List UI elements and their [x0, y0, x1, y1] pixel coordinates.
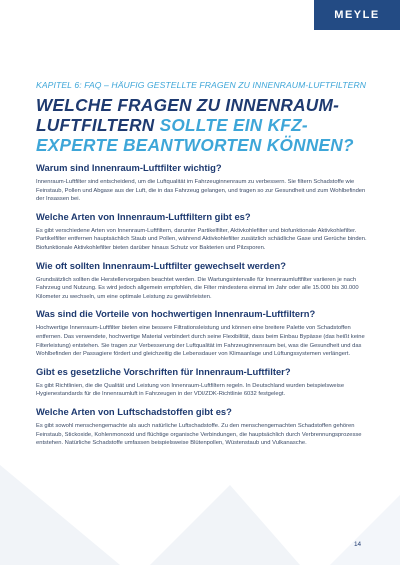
faq-item	[36, 211, 372, 253]
faq-question: Welche Arten von Luftschadstoffen gibt es?	[36, 405, 232, 417]
page-number: 14	[354, 541, 362, 548]
faq-item	[36, 366, 372, 399]
faq-answer: Hochwertige Innenraum-Luftfilter bieten eine bessere Filtrationsleistung und können eine breitere Palette von Schadstoffen entfernen. Das verwendete, hochwertige Material verbindert durch seine Flexibilität, dass beim Einbau Bypässe (das heißt keine Filterleistung) entstehen. Sie tragen zur Verbesserung der Luftqualität im Fahrzeuginnenraum bei, was die Gesundheit und das Wohlbefinden der Passagiere fördert und gleichzeitig die Lebensdauer von Klimaanlage und Lüftungssystemen verlängert.	[36, 325, 365, 358]
faq-answer: Es gibt Richtlinien, die die Qualität und Leistung von Innenraum-Luftfiltern regeln. In Deutschland wurden beispielsweise Hygienestandards für die Innenraumluft in Fahrzeugen in der VDI/ZDK-Richtlinie 6032 festgelegt.	[36, 382, 345, 398]
faq-question: Gibt es gesetzliche Vorschriften für Innenraum-Luftfilter?	[36, 365, 291, 377]
faq-answer: Es gibt sowohl menschengemachte als auch natürliche Luftschadstoffe. Zu den menschengemachten Schadstoffen gehören Feinstaub, Stickoxide, Kohlenmonoxid und flüchtige organische Verbindungen, die hauptsächlich durch Verbrennungsprozesse entstehen. Natürliche Schadstoffe umfassen beispielsweise Blütenpollen, Wüstenstaub und Vulkanasche.	[36, 422, 362, 447]
faq-answer: Es gibt verschiedene Arten von Innenraum-Luftfiltern, darunter Partikelfilter, Aktivkohlefilter und biofunktionale Aktivkohlefilter. Partikelfilter entfernen hauptsächlich Staub und Pollen, während Aktivkohlefilter zusätzlich schädliche Gase und Gerüche binden. Biofunktionale Aktivkohlefilter bieten darüber hinaus Schutz vor Bakterien und Pilzsporen.	[36, 227, 367, 251]
chapter-kicker: KAPITEL 6: FAQ – HÄUFIG GESTELLTE FRAGEN ZU INNENRAUM-LUFTFILTERN	[36, 80, 367, 90]
faq-question: Wie oft sollten Innenraum-Luftfilter gewechselt werden?	[36, 259, 286, 271]
faq-question: Welche Arten von Innenraum-Luftfiltern gibt es?	[36, 210, 251, 222]
page-content	[36, 80, 372, 448]
faq-answer: Grundsätzlich sollten die Herstellervorgaben beachtet werden. Die Wartungsintervalle für Innenraumluftfilter variieren je nach Fahrzeug und Nutzung. Es wird jedoch allgemein empfohlen, die Filter mindestens einmal im Jahr oder alle 15.000 bis 30.000 Kilometer zu wechseln, um eine optimale Leistung zu gewährleisten.	[36, 276, 359, 300]
faq-question: Warum sind Innenraum-Luftfilter wichtig?	[36, 162, 222, 173]
faq-item	[36, 162, 372, 204]
faq-question: Was sind die Vorteile von hochwertigen Innenraum-Luftfiltern?	[36, 308, 316, 320]
faq-item	[36, 308, 372, 358]
brand-logo-text: MEYLE	[334, 9, 380, 21]
brand-logo	[314, 0, 400, 30]
faq-item	[36, 406, 372, 448]
page-title-part1: WELCHE FRAGEN ZU INNENRAUM-LUFTFILTERN	[36, 95, 340, 135]
page-title	[36, 95, 372, 155]
faq-answer: Innenraum-Luftfilter sind entscheidend, um die Luftqualität im Fahrzeuginnenraum zu verbessern. Sie filtern Schadstoffe wie Feinstaub, Pollen und Abgase aus der Luft, die in das Fahrzeug gelangen, und tragen so zur Gesundheit und zum Wohlbefinden der Insassen bei.	[36, 179, 366, 203]
page-title-part2: SOLLTE EIN KFZ-EXPERTE BEANTWORTEN KÖNNEN?	[36, 115, 354, 155]
faq-item	[36, 260, 372, 302]
